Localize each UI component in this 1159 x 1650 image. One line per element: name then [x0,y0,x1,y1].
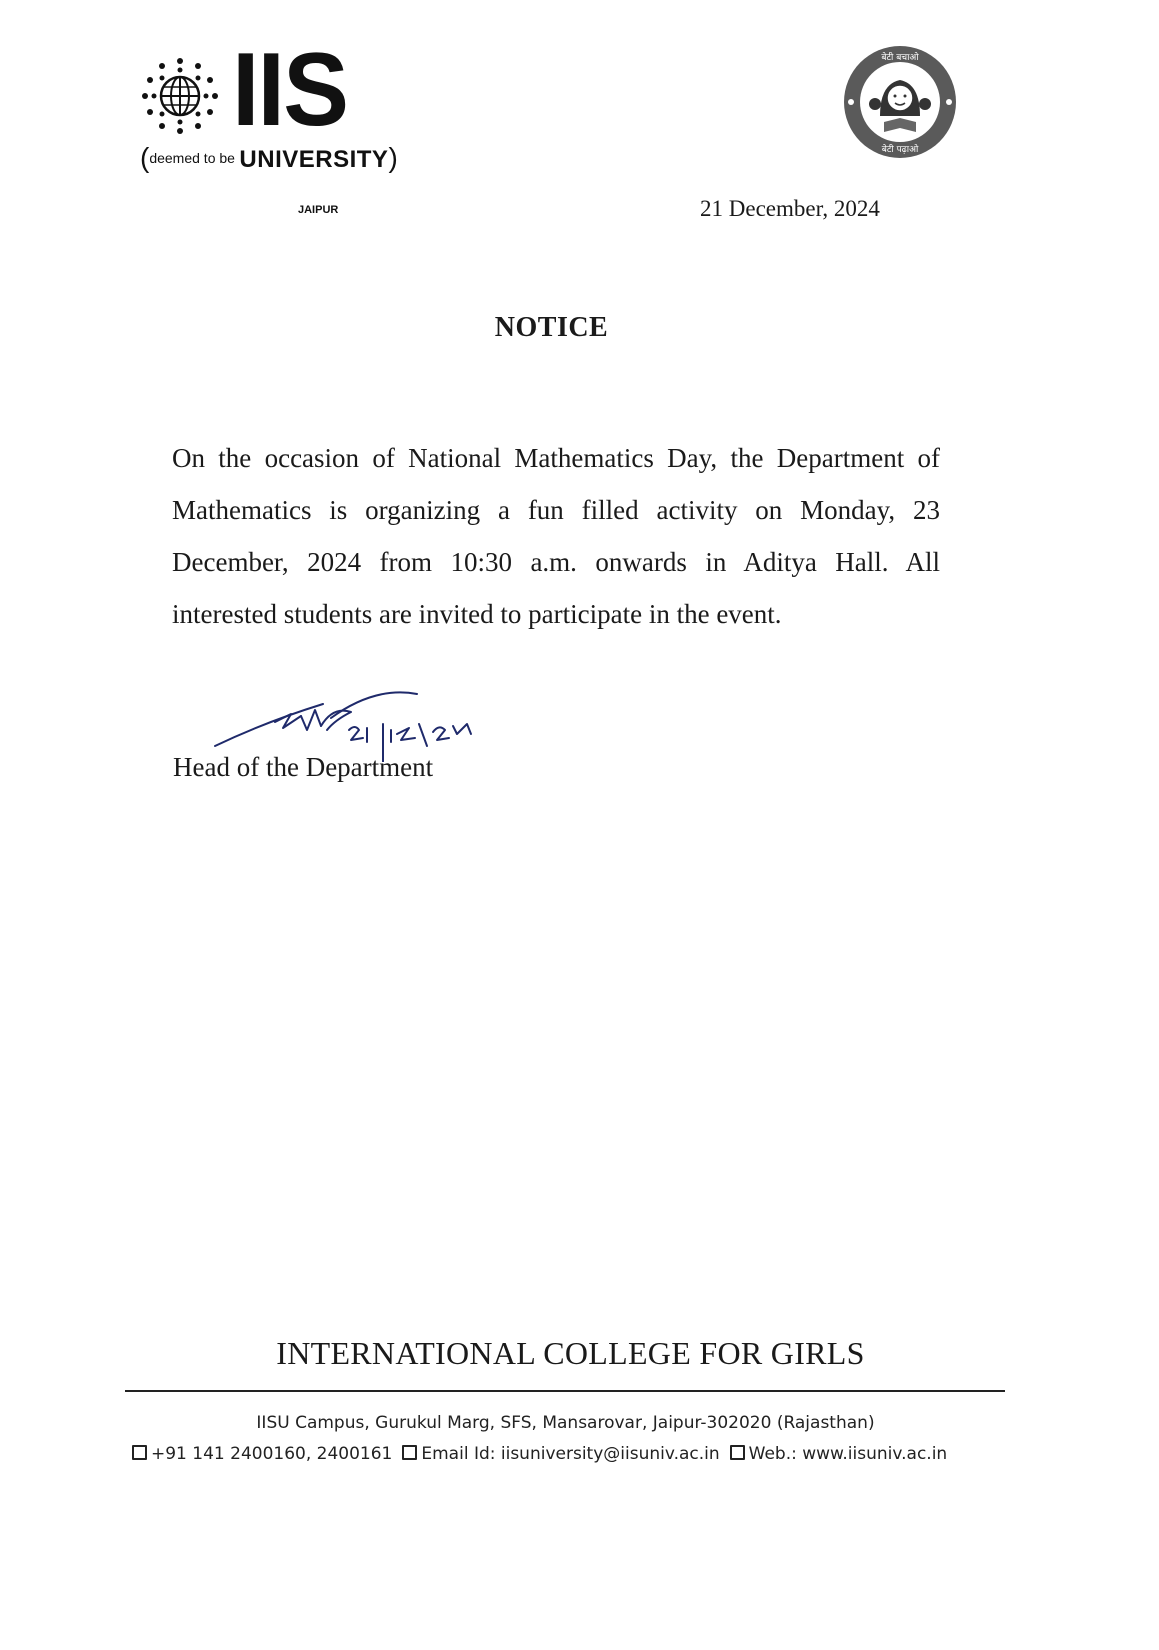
notice-heading: NOTICE [494,312,609,343]
notice-date: 21 December, 2024 [700,196,880,221]
handwritten-signature [205,682,505,762]
logo-city: JAIPUR [298,204,339,216]
logo-open-paren: ( [140,142,150,173]
footer-divider [125,1390,1005,1392]
signatory-title: Head of the Department [173,752,434,782]
university-logo [140,32,398,216]
notice-body: On the occasion of National Mathematics Day, the Department of Mathematics is organizing a fun filled activity on Monday, 23 December, 2024 from 10:30 a.m. onwards in Aditya Hall. All interested students are invited to participate in the event. [172,443,940,629]
checkbox-bullet-icon [402,1445,417,1460]
checkbox-bullet-icon [132,1445,147,1460]
logo-close-paren: ) [388,142,398,173]
footer-address: IISU Campus, Gurukul Marg, SFS, Mansarovar, Jaipur-302020 (Rajasthan) [256,1413,875,1433]
beti-bachao-seal-icon [840,44,960,160]
footer-email: Email Id: iisuniversity@iisuniv.ac.in [421,1444,720,1464]
seal-top-text: बेटी बचाओ [881,53,919,63]
footer-contacts [132,1444,947,1464]
globe-emblem-icon [140,56,220,136]
checkbox-bullet-icon [730,1445,745,1460]
footer-web: Web.: www.iisuniv.ac.in [748,1444,948,1464]
college-name: INTERNATIONAL COLLEGE FOR GIRLS [276,1335,865,1371]
logo-university-text: UNIVERSITY [239,146,389,173]
footer-phone: +91 141 2400160, 2400161 [151,1444,393,1464]
logo-mark: IIS [232,32,348,148]
logo-deemed-text: deemed to be [149,150,235,166]
logo-tagline [140,142,398,174]
seal-bottom-text: बेटी पढ़ाओ [881,145,919,155]
